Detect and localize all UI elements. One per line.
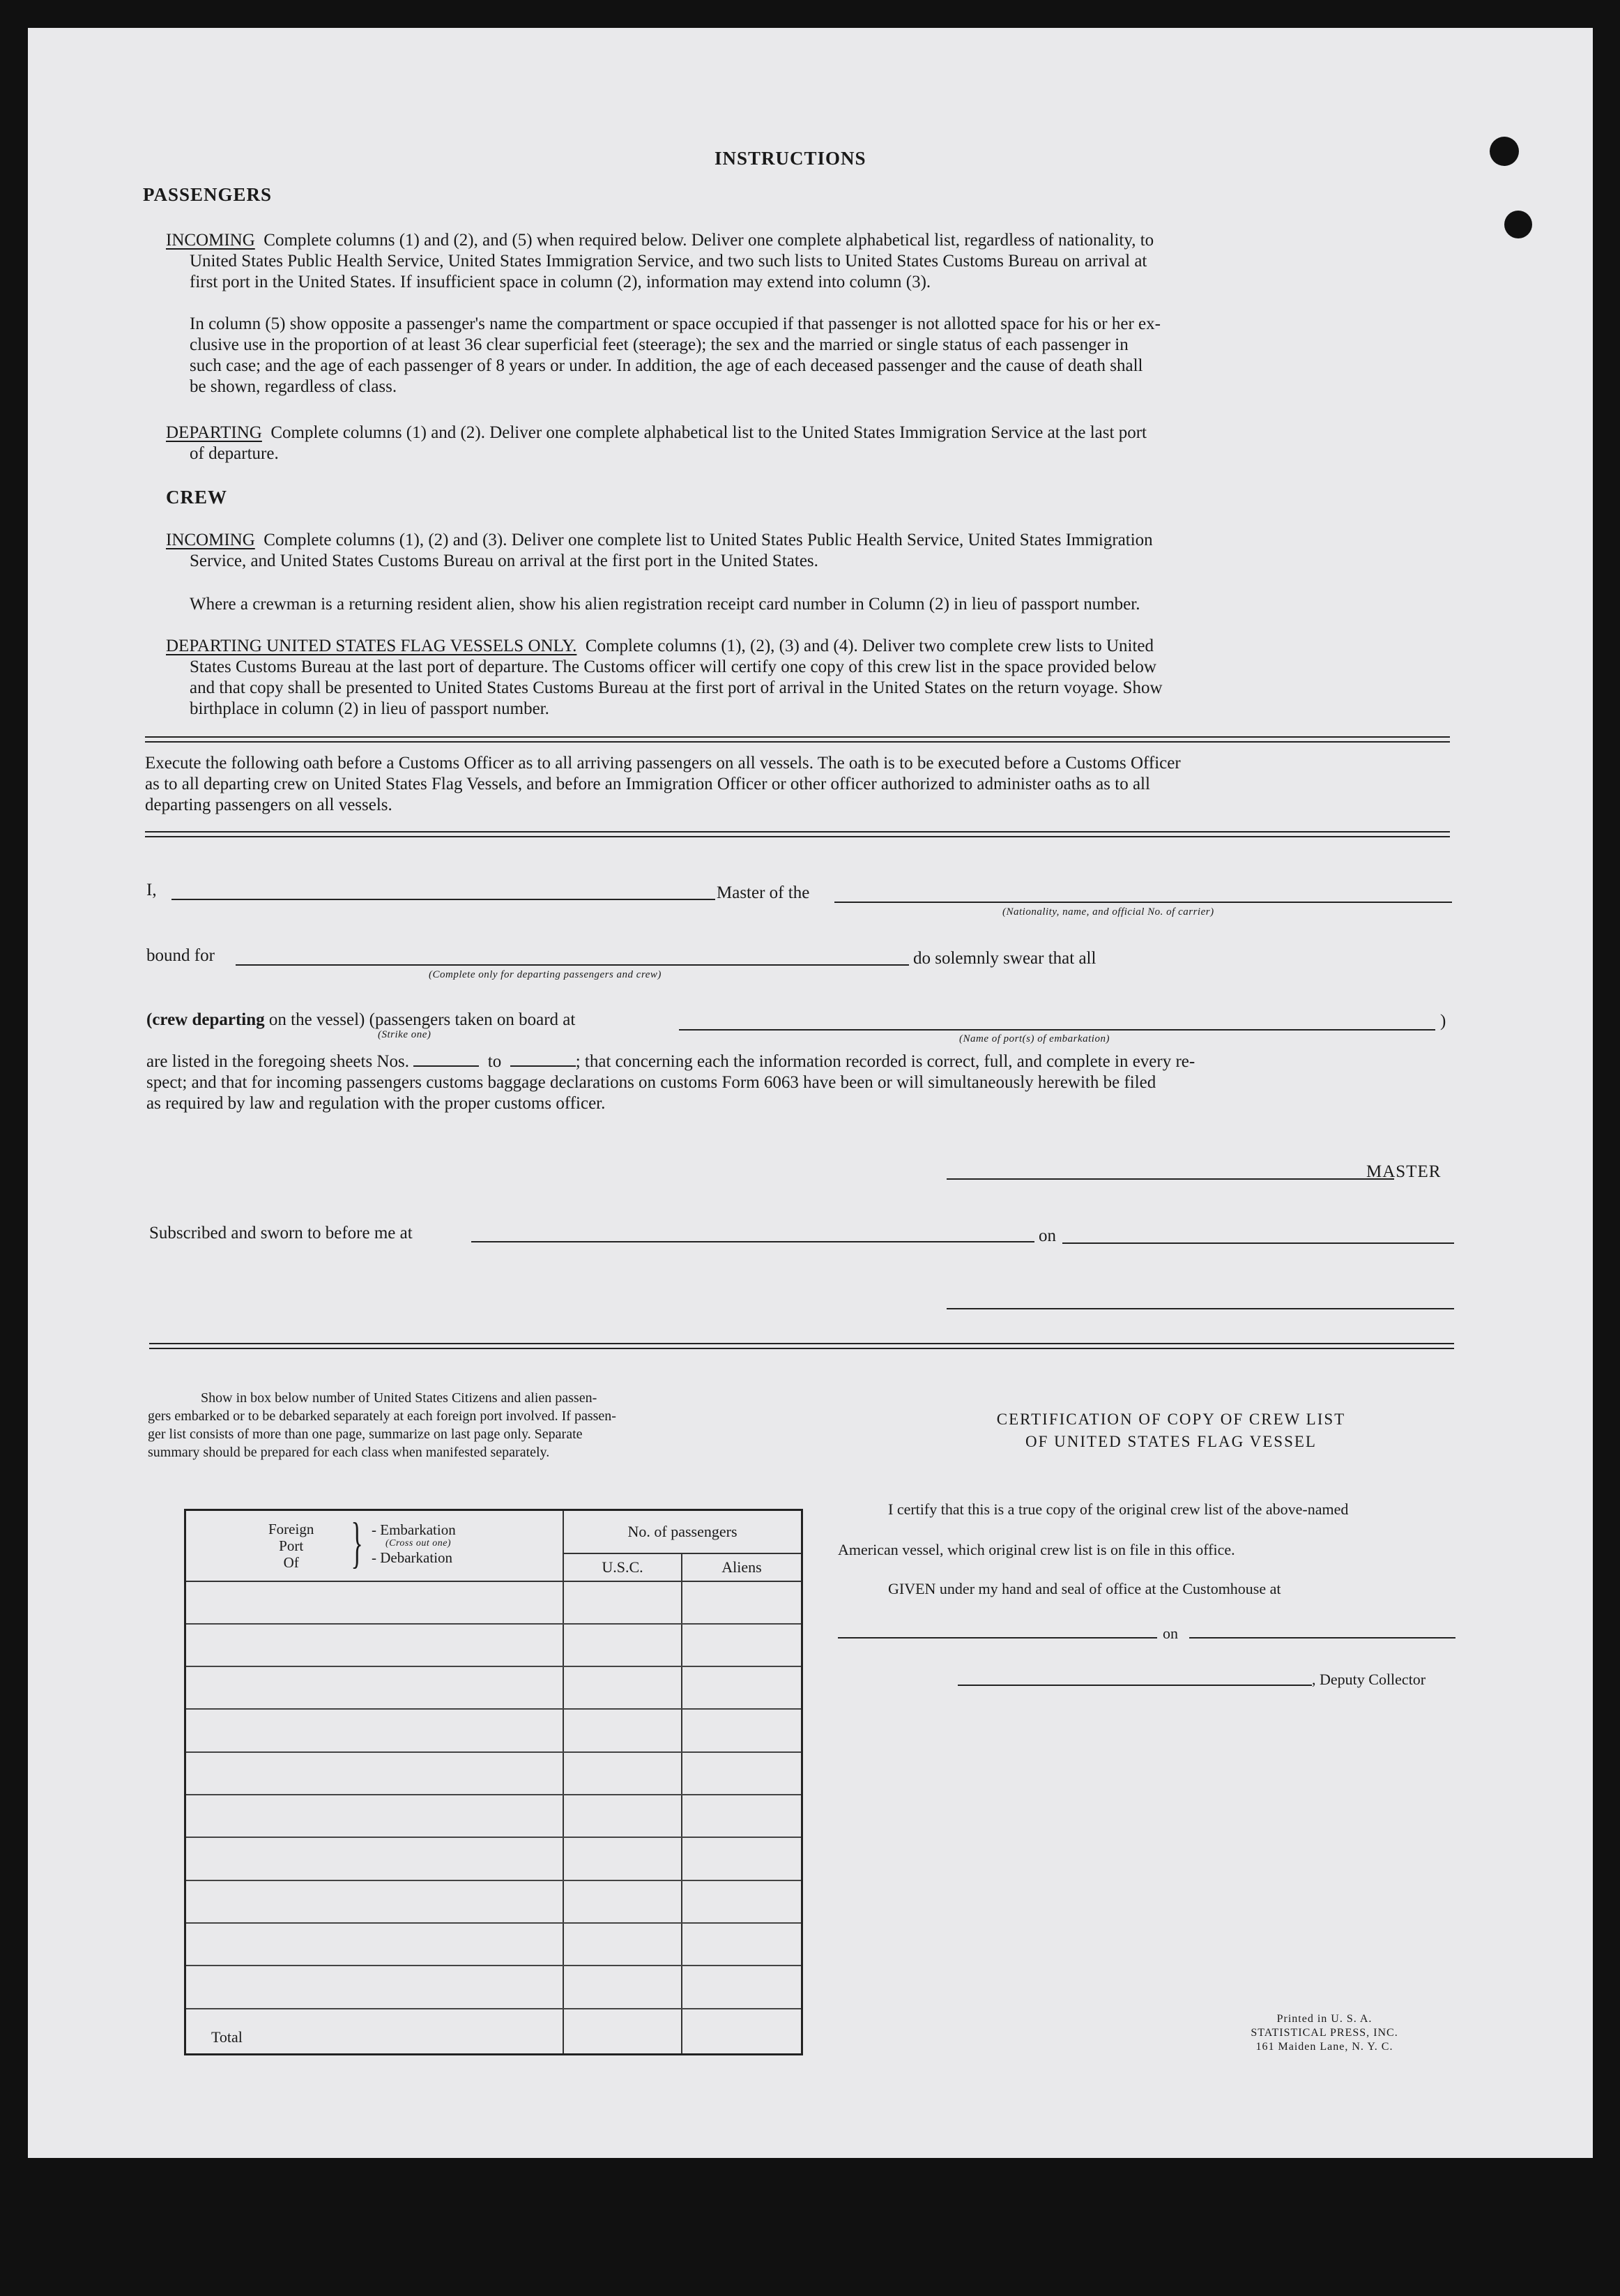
certification-title — [892, 1408, 1450, 1453]
table-row — [185, 1923, 802, 1966]
text-line: Execute the following oath before a Customs Officer as to all arriving passengers on all vessels. The oath is to be executed before a Customs Officer — [145, 754, 1181, 773]
bound-for-field[interactable] — [236, 964, 909, 966]
page-title: INSTRUCTIONS — [715, 148, 866, 169]
ports-caption: (Name of port(s) of embarkation) — [959, 1033, 1110, 1044]
oath-intro — [145, 753, 1450, 816]
to-text: to — [487, 1052, 502, 1071]
total-row-label — [185, 2009, 564, 2055]
port-cell[interactable] — [185, 1624, 564, 1666]
officer-signature-field[interactable] — [947, 1308, 1454, 1309]
customhouse-field[interactable] — [838, 1637, 1157, 1639]
usc-cell[interactable] — [563, 1709, 682, 1751]
listed-sheets-text: are listed in the foregoing sheets Nos. — [146, 1052, 409, 1071]
table-row — [185, 1709, 802, 1751]
crew-incoming-section — [166, 530, 1457, 572]
usc-cell[interactable] — [563, 1966, 682, 2008]
aliens-header: Aliens — [682, 1553, 802, 1581]
on-the-vessel-text: on the vessel) (passengers taken on board at — [268, 1010, 576, 1029]
crew-departing-section — [166, 636, 1457, 720]
aliens-cell[interactable] — [682, 1837, 802, 1880]
deputy-signature-field[interactable] — [958, 1685, 1312, 1686]
master-name-field[interactable] — [171, 899, 715, 900]
sheet-to-field[interactable] — [510, 1051, 576, 1067]
text-line: States Customs Bureau at the last port of departure. The Customs officer will certify one copy of this crew list in the space provided below — [190, 657, 1156, 676]
passengers-heading: PASSENGERS — [143, 184, 273, 205]
master-signature-field[interactable] — [947, 1178, 1394, 1180]
carrier-field[interactable] — [834, 902, 1452, 903]
bound-caption: (Complete only for departing passengers and crew) — [429, 969, 662, 980]
crew-departing-text: (crew departing — [146, 1010, 265, 1029]
text-line: OF UNITED STATES FLAG VESSEL — [1025, 1433, 1317, 1450]
resident-alien-note: Where a crewman is a returning resident alien, show his alien registration receipt card number in Column (2) in lieu of passport number. — [190, 595, 1140, 614]
sworn-on-label: on — [1039, 1226, 1056, 1245]
column5-paragraph — [190, 314, 1457, 397]
certify-line-2: American vessel, which original crew list is on file in this office. — [838, 1541, 1235, 1558]
embarkation-label: - Embarkation — [372, 1521, 456, 1538]
port-cell[interactable] — [185, 1880, 564, 1923]
port-cell[interactable] — [185, 1795, 564, 1837]
passengers-incoming-label: INCOMING — [166, 231, 255, 250]
punch-hole-top — [1490, 137, 1519, 166]
given-line: GIVEN under my hand and seal of office at the Customhouse at — [888, 1580, 1281, 1597]
text-line: as required by law and regulation with the proper customs officer. — [146, 1094, 606, 1113]
given-date-field[interactable] — [1189, 1637, 1455, 1639]
usc-cell[interactable] — [563, 1752, 682, 1795]
text-line: United States Public Health Service, United States Immigration Service, and two such lists to United States Customs Bureau on arrival at — [190, 252, 1147, 271]
carrier-caption: (Nationality, name, and official No. of carrier) — [1002, 906, 1214, 918]
aliens-cell[interactable] — [682, 1666, 802, 1709]
sheet-from-field[interactable] — [413, 1051, 479, 1067]
port-cell[interactable] — [185, 1966, 564, 2008]
text-line: summary should be prepared for each class when manifested separately. — [148, 1445, 550, 1460]
table-row — [185, 1666, 802, 1709]
printer-imprint — [1234, 2012, 1415, 2054]
aliens-cell[interactable] — [682, 1752, 802, 1795]
solemnly-swear: do solemnly swear that all — [913, 949, 1096, 968]
foreign-port-header — [185, 1510, 564, 1581]
text-line: Complete columns (1) and (2). Deliver one complete alphabetical list to the United States Immigration Service at the last port — [270, 423, 1147, 442]
aliens-cell[interactable] — [682, 1966, 802, 2008]
header-of: Of — [283, 1554, 299, 1571]
certify-line-1: I certify that this is a true copy of the original crew list of the above-named — [888, 1500, 1349, 1518]
text-line: birthplace in column (2) in lieu of passport number. — [190, 699, 549, 718]
passengers-departing-section — [166, 423, 1457, 464]
text-line: departing passengers on all vessels. — [145, 796, 392, 814]
section-divider — [145, 736, 1450, 743]
text-line: Complete columns (1), (2), (3) and (4). Deliver two complete crew lists to United — [585, 637, 1154, 655]
table-row — [185, 1752, 802, 1795]
text-line: such case; and the age of each passenger of 8 years or under. In addition, the age of each deceased passenger and the cause of death shall — [190, 356, 1143, 375]
port-cell[interactable] — [185, 1752, 564, 1795]
text-line: as to all departing crew on United States Flag Vessels, and before an Immigration Officer or other officer authorized to administer oaths as to all — [145, 775, 1150, 793]
port-cell[interactable] — [185, 1709, 564, 1751]
crew-heading: CREW — [166, 487, 228, 508]
table-row — [185, 1795, 802, 1837]
usc-header: U.S.C. — [563, 1553, 682, 1581]
text-line: Show in box below number of United States Citizens and alien passen- — [201, 1390, 597, 1406]
text-line: Complete columns (1) and (2), and (5) when required below. Deliver one complete alphabetical list, regardless of nationality, to — [263, 231, 1154, 250]
listed-rest-text: ; that concerning each the information recorded is correct, full, and complete in every re- — [575, 1052, 1195, 1071]
text-line: spect; and that for incoming passengers customs baggage declarations on customs Form 6063 have been or will simultaneously herewith be filed — [146, 1073, 1156, 1092]
text-line: CERTIFICATION OF COPY OF CREW LIST — [996, 1411, 1346, 1428]
header-port: Port — [279, 1537, 304, 1554]
text-line: gers embarked or to be debarked separately at each foreign port involved. If passen- — [148, 1408, 616, 1424]
passengers-incoming-section — [166, 230, 1457, 293]
usc-cell[interactable] — [563, 1795, 682, 1837]
text-line: of departure. — [190, 444, 279, 463]
text-line: Service, and United States Customs Bureau on arrival at the first port in the United States. — [190, 552, 818, 570]
punch-hole-bottom — [1504, 211, 1532, 238]
crew-passengers-line — [146, 1010, 575, 1031]
total-usc-cell[interactable] — [563, 2009, 682, 2055]
oath-listed-paragraph — [146, 1051, 1451, 1114]
section-divider — [145, 831, 1450, 837]
text-line: 161 Maiden Lane, N. Y. C. — [1255, 2041, 1393, 2053]
subscribed-label: Subscribed and sworn to before me at — [149, 1224, 413, 1242]
bound-for-label: bound for — [146, 946, 215, 965]
sworn-date-field[interactable] — [1062, 1242, 1454, 1244]
aliens-cell[interactable] — [682, 1923, 802, 1966]
close-paren: ) — [1440, 1012, 1446, 1031]
aliens-cell[interactable] — [682, 1709, 802, 1751]
text-line: clusive use in the proportion of at least 36 clear superficial feet (steerage); the sex and the married or single status of each passenger in — [190, 335, 1129, 354]
section-divider — [149, 1343, 1454, 1349]
header-foreign: Foreign — [268, 1521, 314, 1537]
usc-cell[interactable] — [563, 1666, 682, 1709]
passengers-departing-label: DEPARTING — [166, 423, 262, 442]
table-row — [185, 1837, 802, 1880]
embarkation-ports-field[interactable] — [679, 1029, 1435, 1031]
total-label: Total — [211, 2028, 243, 2046]
text-line: Printed in U. S. A. — [1276, 2013, 1373, 2025]
aliens-cell[interactable] — [682, 1880, 802, 1923]
master-of-label: Master of the — [717, 883, 810, 902]
text-line: In column (5) show opposite a passenger's name the compartment or space occupied if that passenger is not allotted space for his or her ex- — [190, 314, 1161, 333]
table-row — [185, 1966, 802, 2008]
strike-one-caption: (Strike one) — [378, 1029, 431, 1040]
text-line: and that copy shall be presented to United States Customs Bureau at the first port of arrival in the United States on the return voyage. Show — [190, 678, 1163, 697]
usc-cell[interactable] — [563, 1581, 682, 1624]
ports-table — [184, 1509, 803, 2055]
crew-departing-label: DEPARTING UNITED STATES FLAG VESSELS ONLY. — [166, 637, 577, 655]
port-cell[interactable] — [185, 1923, 564, 1966]
oath-i-label: I, — [146, 881, 157, 899]
text-line: first port in the United States. If insufficient space in column (2), information may extend into column (3). — [190, 273, 931, 291]
form-page — [28, 28, 1593, 2158]
no-of-passengers-header: No. of passengers — [563, 1510, 802, 1553]
usc-cell[interactable] — [563, 1837, 682, 1880]
debarkation-label: - Debarkation — [372, 1549, 453, 1566]
aliens-cell[interactable] — [682, 1795, 802, 1837]
usc-cell[interactable] — [563, 1880, 682, 1923]
total-aliens-cell[interactable] — [682, 2009, 802, 2055]
aliens-cell[interactable] — [682, 1624, 802, 1666]
table-row — [185, 1624, 802, 1666]
port-cell[interactable] — [185, 1666, 564, 1709]
table-row — [185, 1880, 802, 1923]
port-cell[interactable] — [185, 1581, 564, 1624]
text-line: Complete columns (1), (2) and (3). Deliver one complete list to United States Public Health Service, United States Immigration — [263, 531, 1153, 549]
usc-cell[interactable] — [563, 1923, 682, 1966]
aliens-cell[interactable] — [682, 1581, 802, 1624]
table-row — [185, 1581, 802, 1624]
master-label: MASTER — [1366, 1162, 1442, 1181]
cross-out-caption: (Cross out one) — [385, 1538, 452, 1549]
text-line: be shown, regardless of class. — [190, 377, 397, 396]
given-on-label: on — [1163, 1625, 1178, 1642]
usc-cell[interactable] — [563, 1624, 682, 1666]
text-line: STATISTICAL PRESS, INC. — [1251, 2027, 1398, 2039]
sworn-place-field[interactable] — [471, 1241, 1034, 1242]
deputy-collector-label: , Deputy Collector — [1312, 1671, 1426, 1688]
crew-incoming-label: INCOMING — [166, 531, 255, 549]
box-instructions — [148, 1389, 772, 1461]
text-line: ger list consists of more than one page, summarize on last page only. Separate — [148, 1427, 583, 1442]
port-cell[interactable] — [185, 1837, 564, 1880]
brace-icon: } — [351, 1512, 363, 1574]
